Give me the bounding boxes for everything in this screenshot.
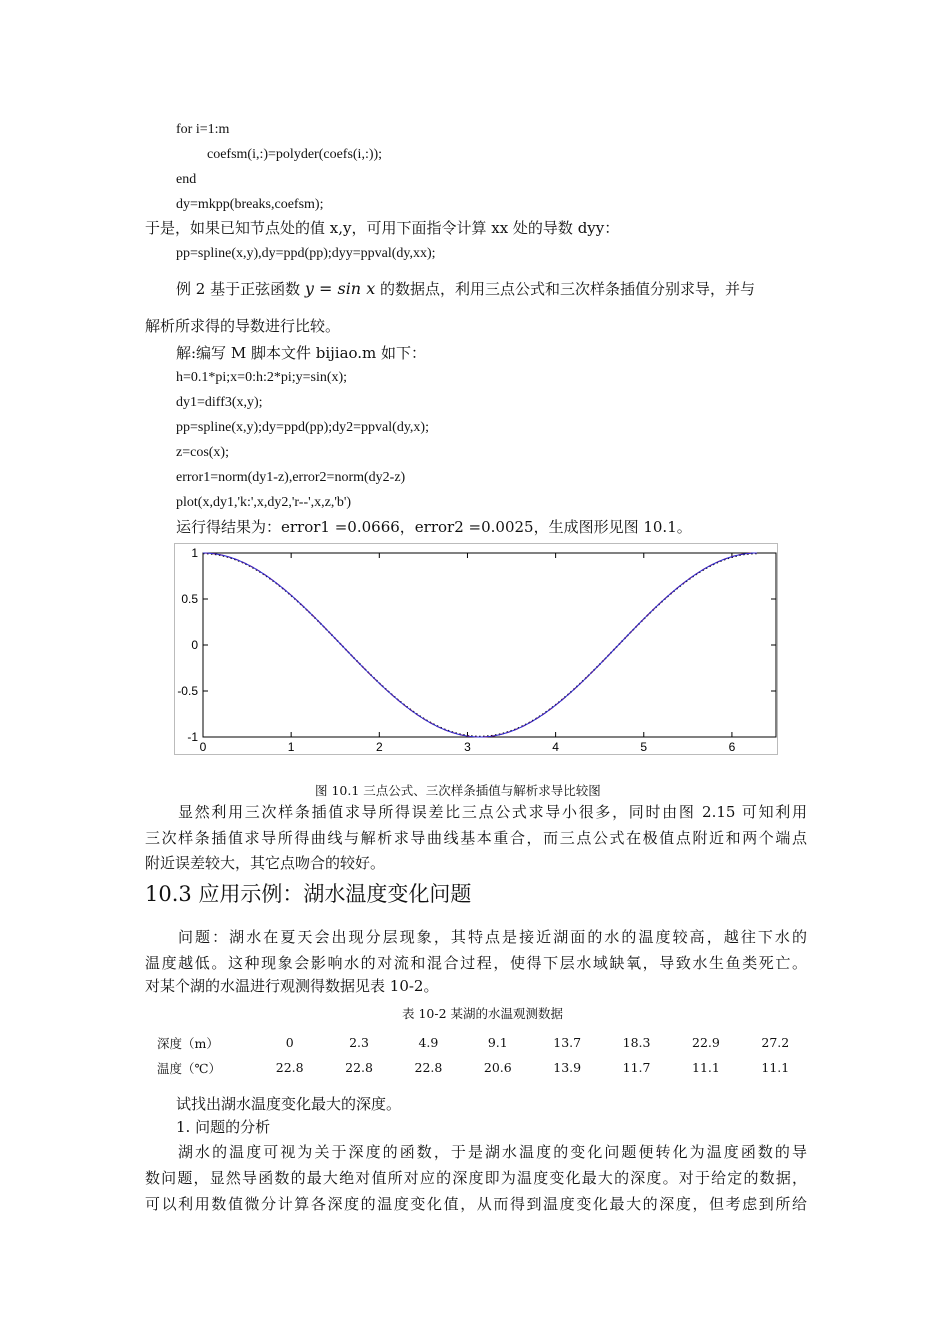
table-cell: 22.9 [692,1035,720,1050]
table-cell: 20.6 [483,1060,512,1075]
math-formula: y = sin x [304,279,376,298]
figure-caption: 图 10.1 三点公式、三次样条插值与解析求导比较图 [315,783,601,798]
paragraph-problem-1: 问题：湖水在夏天会出现分层现象，其特点是接近湖面的水的温度较高，越往下水的 [178,928,807,946]
row-label: 温度（℃） [157,1060,221,1076]
table-cell: 13.7 [553,1035,582,1050]
x-tick-label: 1 [287,740,295,754]
x-tick-label: 5 [640,740,648,754]
lake-temperature-table [145,1030,810,1080]
y-tick-label: 0.5 [181,592,198,606]
section-heading: 10.3 应用示例：湖水温度变化问题 [145,882,472,906]
table-cell: 0 [285,1035,294,1050]
table-cell: 11.1 [692,1060,720,1075]
paragraph-derivative: 于是，如果已知节点处的值 x,y，可用下面指令计算 xx 处的导数 dyy： [145,219,620,237]
table-cell: 22.8 [345,1060,373,1075]
paragraph-problem-2: 温度越低。这种现象会影响水的对流和混合过程，使得下层水域缺氧，导致水生鱼类死亡。 [145,954,807,972]
code-line: z=cos(x); [176,445,229,460]
table-cell: 11.1 [761,1060,790,1075]
table-cell: 11.7 [622,1060,651,1075]
table-cell: 27.2 [761,1035,790,1050]
example-line [176,279,755,299]
y-tick-label: 1 [191,546,198,560]
analysis-heading: 1. 问题的分析 [176,1118,271,1136]
code-line: h=0.1*pi;x=0:h:2*pi;y=sin(x); [176,370,348,385]
table-cell: 2.3 [349,1035,369,1050]
code-line: dy=mkpp(breaks,coefsm); [176,197,324,212]
y-tick-label: -1 [187,730,198,744]
code-line: for i=1:m [176,122,230,137]
code-line: plot(x,dy1,'k:',x,dy2,'r--',x,z,'b') [176,495,352,510]
x-tick-label: 2 [375,740,383,754]
paragraph-compare-2: 三次样条插值求导所得曲线与解析求导曲线基本重合，而三点公式在极值点附近和两个端点 [145,829,807,847]
y-tick-label: 0 [191,638,198,652]
paragraph-compare-3: 附近误差较大，其它点吻合的较好。 [145,854,386,872]
table-cell: 4.9 [418,1035,439,1050]
code-line: dy1=diff3(x,y); [176,395,263,410]
table-row [145,1030,810,1055]
table-caption: 表 10-2 某湖的水温观测数据 [402,1006,564,1021]
table-cell: 13.9 [553,1060,582,1075]
table-row [145,1055,810,1080]
solution-intro: 解:编写 M 脚本文件 bijiao.m 如下： [176,344,427,362]
result-line: 运行得结果为：error1 =0.0666，error2 =0.0025，生成图形见图 10.1。 [176,518,692,536]
paragraph-analysis-1: 湖水的温度可视为关于深度的函数，于是湖水温度的变化问题便转化为温度函数的导 [178,1143,807,1161]
row-label: 深度（m） [157,1035,219,1051]
code-line: pp=spline(x,y),dy=ppd(pp);dyy=ppval(dy,xx); [176,246,436,261]
table-cell: 9.1 [487,1035,508,1050]
code-line: end [176,172,197,187]
derivative-comparison-chart [174,543,778,755]
table-cell: 22.8 [275,1060,304,1075]
table-cell: 18.3 [622,1035,651,1050]
paragraph-analysis-3: 可以利用数值微分计算各深度的温度变化值，从而得到温度变化最大的深度，但考虑到所给 [145,1195,807,1213]
paragraph-compare-1: 显然利用三次样条插值求导所得误差比三点公式求导小很多，同时由图 2.15 可知利用 [178,803,807,821]
x-tick-label: 3 [464,740,471,754]
x-tick-label: 0 [199,740,207,754]
x-tick-label: 6 [728,740,736,754]
table-cell: 22.8 [414,1060,443,1075]
example-line-2: 解析所求得的导数进行比较。 [145,317,341,335]
paragraph-analysis-2: 数问题，显然导函数的最大绝对值所对应的深度即为温度变化最大的深度。对于给定的数据， [145,1169,807,1187]
plot-area [203,553,776,737]
example-label: 例 2 基于正弦函数 [176,280,305,298]
code-line: error1=norm(dy1-z),error2=norm(dy2-z) [176,470,406,485]
example-text: 的数据点，利用三点公式和三次样条插值分别求导，并与 [375,280,755,298]
paragraph-problem-3: 对某个湖的水温进行观测得数据见表 10-2。 [145,977,439,995]
x-tick-label: 4 [552,740,559,754]
y-tick-label: -0.5 [177,684,198,698]
question-line: 试找出湖水温度变化最大的深度。 [176,1095,402,1113]
code-line: coefsm(i,:)=polyder(coefs(i,:)); [207,147,383,162]
code-line: pp=spline(x,y);dy=ppd(pp);dy2=ppval(dy,x); [176,420,429,435]
